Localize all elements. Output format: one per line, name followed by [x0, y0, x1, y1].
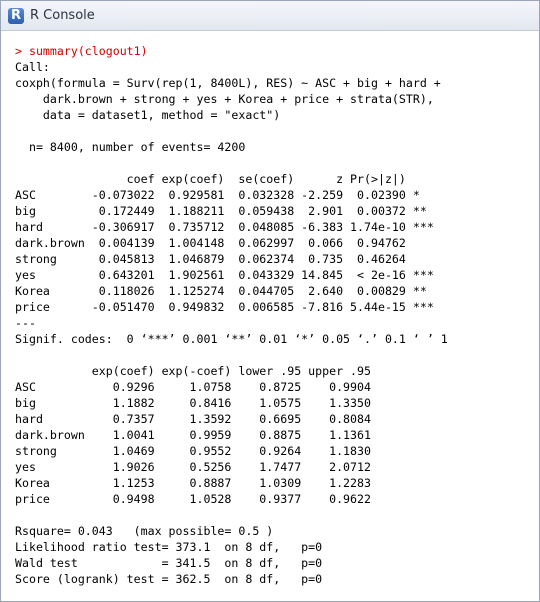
output-line: dark.brown + strong + yes + Korea + price + strata(STR),	[15, 92, 434, 106]
output-line	[15, 123, 539, 139]
output-line: yes 0.643201 1.902561 0.043329 14.845 < 2e-16 ***	[15, 268, 434, 282]
r-logo-icon: R	[8, 8, 24, 24]
output-line: n= 8400, number of events= 4200	[15, 140, 246, 154]
title-bar	[1, 1, 539, 31]
output-line: ---	[15, 316, 36, 330]
output-line	[15, 347, 539, 363]
output-line: ASC -0.073022 0.929581 0.032328 -2.259 0.02390 *	[15, 188, 434, 202]
output-line: price 0.9498 1.0528 0.9377 0.9622	[15, 492, 371, 506]
output-line: strong 1.0469 0.9552 0.9264 1.1830	[15, 444, 371, 458]
output-line: strong 0.045813 1.046879 0.062374 0.735 0.46264	[15, 252, 434, 266]
output-line: Korea 0.118026 1.125274 0.044705 2.640 0.00829 **	[15, 284, 434, 298]
window-title: R Console	[30, 8, 95, 23]
output-line: yes 1.9026 0.5256 1.7477 2.0712	[15, 460, 371, 474]
output-line: data = dataset1, method = "exact")	[15, 108, 281, 122]
output-line	[15, 155, 539, 171]
output-line: Call:	[15, 60, 50, 74]
output-line	[15, 507, 539, 523]
output-line: Wald test = 341.5 on 8 df, p=0	[15, 556, 323, 570]
output-line: Likelihood ratio test= 373.1 on 8 df, p=0	[15, 540, 323, 554]
output-line: Korea 1.1253 0.8887 1.0309 1.2283	[15, 476, 371, 490]
output-line: big 0.172449 1.188211 0.059438 2.901 0.00372 **	[15, 204, 434, 218]
command-line: > summary(clogout1)	[15, 44, 148, 58]
output-line: big 1.1882 0.8416 1.0575 1.3350	[15, 396, 371, 410]
output-line: coxph(formula = Surv(rep(1, 8400L), RES) ~ ASC + big + hard +	[15, 76, 441, 90]
console-output[interactable]	[1, 32, 539, 601]
output-line: ASC 0.9296 1.0758 0.8725 0.9904	[15, 380, 371, 394]
output-line: Score (logrank) test = 362.5 on 8 df, p=0	[15, 572, 323, 586]
output-line: hard 0.7357 1.3592 0.6695 0.8084	[15, 412, 371, 426]
output-line: price -0.051470 0.949832 0.006585 -7.816 5.44e-15 ***	[15, 300, 434, 314]
output-line: exp(coef) exp(-coef) lower .95 upper .95	[15, 364, 371, 378]
output-line: Rsquare= 0.043 (max possible= 0.5 )	[15, 524, 274, 538]
output-line: dark.brown 1.0041 0.9959 0.8875 1.1361	[15, 428, 371, 442]
output-line: Signif. codes: 0 ‘***’ 0.001 ‘**’ 0.01 ‘*’ 0.05 ‘.’ 0.1 ‘ ’ 1	[15, 332, 448, 346]
output-line: coef exp(coef) se(coef) z Pr(>|z|)	[15, 172, 434, 186]
output-line: hard -0.306917 0.735712 0.048085 -6.383 1.74e-10 ***	[15, 220, 434, 234]
output-line: dark.brown 0.004139 1.004148 0.062997 0.066 0.94762	[15, 236, 434, 250]
